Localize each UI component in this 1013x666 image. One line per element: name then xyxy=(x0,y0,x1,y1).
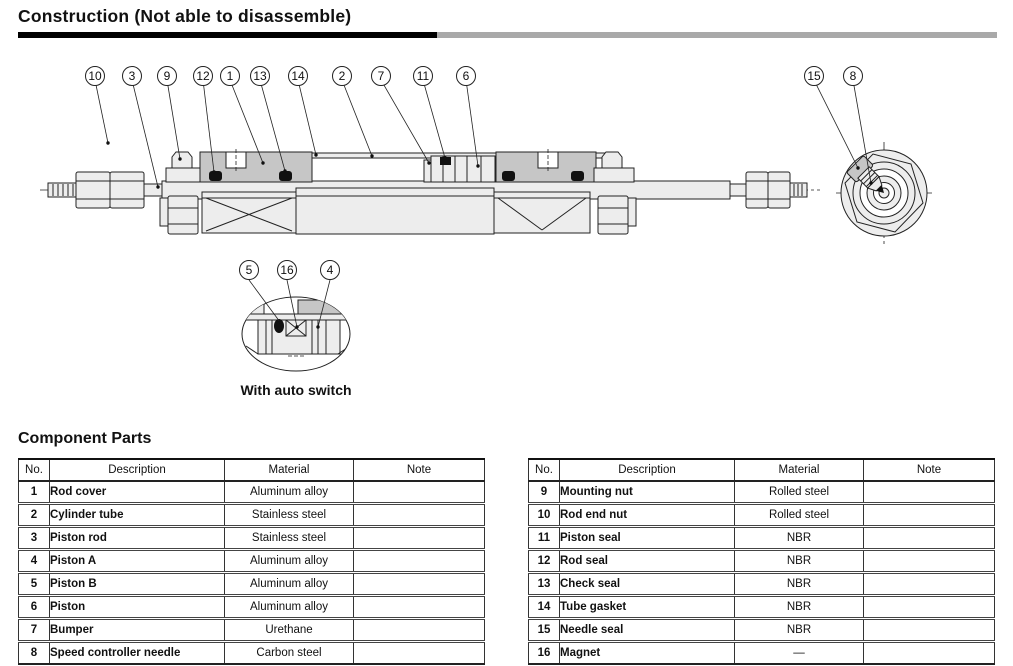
table-row: 6 Piston Aluminum alloy xyxy=(19,596,485,619)
callout-5: 5 xyxy=(239,260,259,280)
table-row: 13 Check seal NBR xyxy=(529,573,995,596)
col-header-no: No. xyxy=(529,459,560,481)
callout-6: 6 xyxy=(456,66,476,86)
table-row: 11 Piston seal NBR xyxy=(529,527,995,550)
table-row: 8 Speed controller needle Carbon steel xyxy=(19,642,485,665)
col-header-material: Material xyxy=(735,459,864,481)
table-row: 1 Rod cover Aluminum alloy xyxy=(19,481,485,504)
rod-end-nut-right xyxy=(730,172,807,208)
table-row: 16 Magnet — xyxy=(529,642,995,665)
table-row: 7 Bumper Urethane xyxy=(19,619,485,642)
detail-caption: With auto switch xyxy=(240,382,352,398)
table-row: 5 Piston B Aluminum alloy xyxy=(19,573,485,596)
callout-16: 16 xyxy=(277,260,297,280)
piston-lower-left xyxy=(202,192,296,233)
callout-3: 3 xyxy=(122,66,142,86)
col-header-material: Material xyxy=(225,459,354,481)
piston-assembly xyxy=(424,156,495,182)
rod-end-nut-left xyxy=(48,172,162,208)
callout-2: 2 xyxy=(332,66,352,86)
component-parts-tables xyxy=(18,458,995,665)
col-header-note: Note xyxy=(864,459,995,481)
callout-10: 10 xyxy=(85,66,105,86)
col-header-no: No. xyxy=(19,459,50,481)
table-row: 2 Cylinder tube Stainless steel xyxy=(19,504,485,527)
callout-7: 7 xyxy=(371,66,391,86)
rod-cover-left xyxy=(200,149,312,182)
parts-table-right xyxy=(528,458,995,665)
col-header-description: Description xyxy=(560,459,735,481)
col-header-description: Description xyxy=(50,459,225,481)
callout-8: 8 xyxy=(843,66,863,86)
parts-table-left xyxy=(18,458,485,665)
table-row: 4 Piston A Aluminum alloy xyxy=(19,550,485,573)
table-row: 9 Mounting nut Rolled steel xyxy=(529,481,995,504)
callout-15: 15 xyxy=(804,66,824,86)
end-view xyxy=(841,150,927,236)
callout-1: 1 xyxy=(220,66,240,86)
rod-cover-right xyxy=(496,149,596,182)
piston-lower-right xyxy=(494,192,590,233)
col-header-note: Note xyxy=(354,459,485,481)
callout-9: 9 xyxy=(157,66,177,86)
callout-4: 4 xyxy=(320,260,340,280)
callout-12: 12 xyxy=(193,66,213,86)
component-parts-heading: Component Parts xyxy=(18,430,152,447)
table-row: 12 Rod seal NBR xyxy=(529,550,995,573)
callout-11: 11 xyxy=(413,66,433,86)
callout-14: 14 xyxy=(288,66,308,86)
table-row: 14 Tube gasket NBR xyxy=(529,596,995,619)
table-row: 10 Rod end nut Rolled steel xyxy=(529,504,995,527)
table-row: 3 Piston rod Stainless steel xyxy=(19,527,485,550)
table-row: 15 Needle seal NBR xyxy=(529,619,995,642)
page-title: Construction (Not able to disassemble) xyxy=(18,6,352,26)
detail-view xyxy=(238,297,354,371)
callout-13: 13 xyxy=(250,66,270,86)
